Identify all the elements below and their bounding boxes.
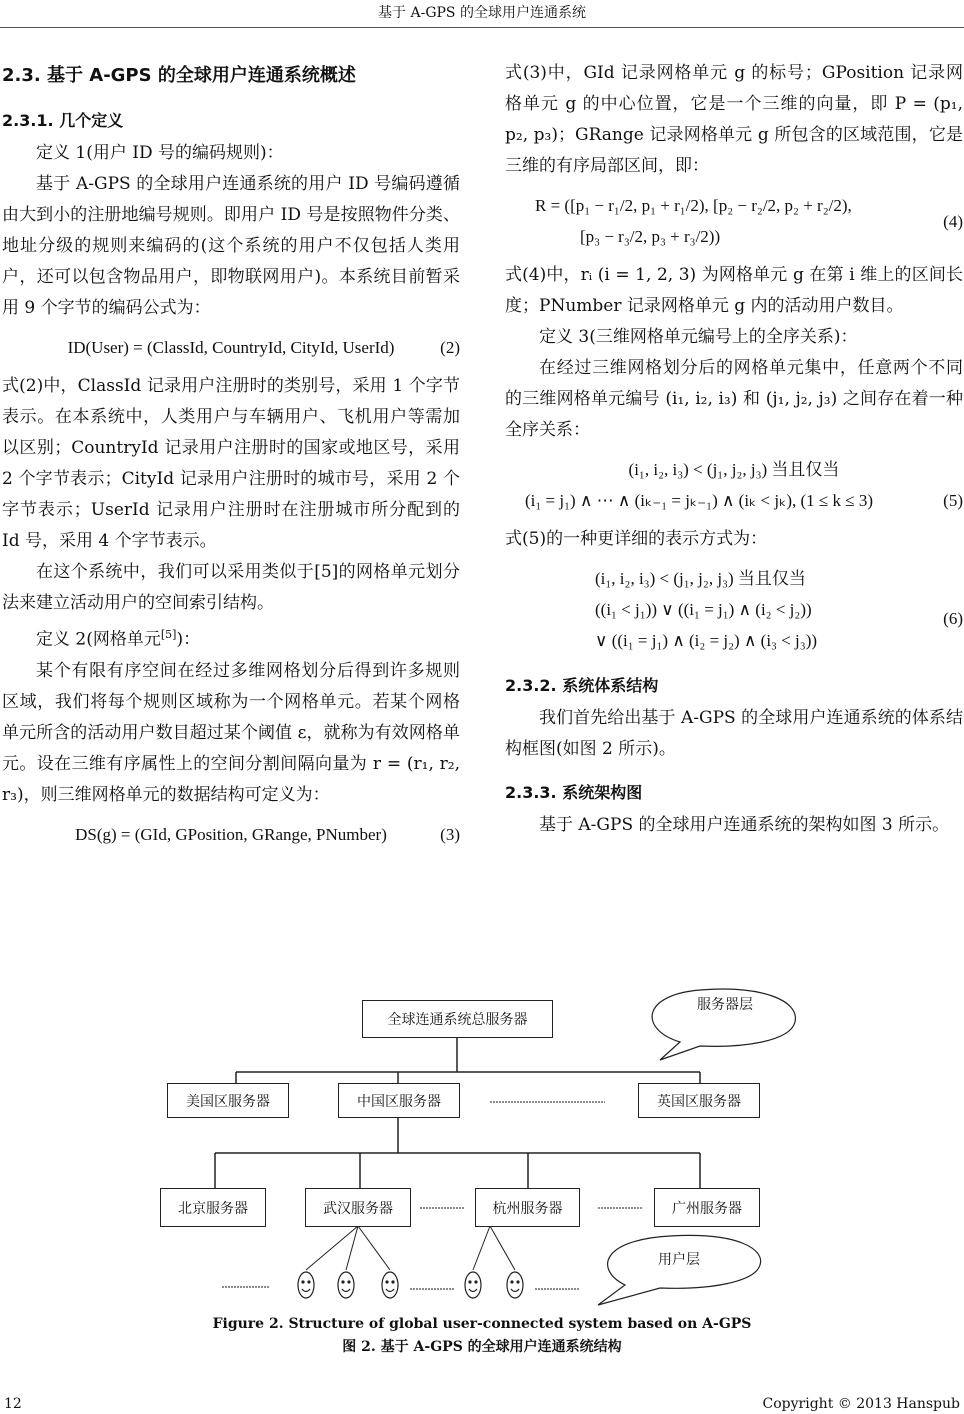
subsection-heading: 2.3.2. 系统体系结构 bbox=[505, 676, 659, 695]
paragraph: 基于 A-GPS 的全球用户连通系统的架构如图 3 所示。 bbox=[539, 815, 950, 835]
page-number: 12 bbox=[4, 1396, 22, 1412]
city-server-box: 杭州服务器 bbox=[475, 1188, 580, 1227]
paragraph: 在这个系统中，我们可以采用类似于[5]的网格单元划分法来建立活动用户的空间索引结构。 bbox=[2, 562, 460, 613]
paragraph: 式(4)中，rᵢ (i = 1, 2, 3) 为网格单元 g 在第 i 维上的区间长度；PNumber 记录网格单元 g 内的活动用户数目。 bbox=[505, 265, 963, 316]
paragraph: 基于 A-GPS 的全球用户连通系统的用户 ID 号编码遵循由大到小的注册地编号规则。即用户 ID 号是按照物件分类、地址分级的规则来编码的(这个系统的用户不仅包括人类用户，还可以包含物品用户，即物联网用户)。本系统目前暂采用 9 个字节的编码公式为： bbox=[2, 174, 460, 318]
smiley-face-icon bbox=[298, 1272, 314, 1298]
country-server-box: 英国区服务器 bbox=[638, 1083, 760, 1118]
paragraph: 我们首先给出基于 A-GPS 的全球用户连通系统的体系结构框图(如图 2 所示)。 bbox=[505, 708, 963, 759]
figure-caption-zh: 图 2. 基于 A-GPS 的全球用户连通系统结构 bbox=[342, 1339, 622, 1355]
smiley-face-icon bbox=[465, 1272, 481, 1298]
server-layer-label: 服务器层 bbox=[697, 997, 753, 1013]
equation-body: DS(g) = (GId, GPosition, GRange, PNumber) bbox=[75, 824, 387, 844]
user-face-icons bbox=[298, 1272, 523, 1298]
user-layer-bubble bbox=[598, 1235, 761, 1305]
equation-line: (i₁, i₂, i₃) < (j₁, j₂, j₃) 当且仅当 bbox=[628, 460, 840, 479]
section-heading: 2.3. 基于 A-GPS 的全球用户连通系统概述 bbox=[2, 65, 356, 86]
smiley-face-icon bbox=[338, 1272, 354, 1298]
city-server-box: 广州服务器 bbox=[654, 1188, 760, 1227]
country-server-box: 中国区服务器 bbox=[338, 1083, 460, 1118]
equation-number: (6) bbox=[943, 609, 963, 628]
equation-line: (i₁, i₂, i₃) < (j₁, j₂, j₃) 当且仅当 bbox=[595, 569, 806, 588]
citation[interactable]: [5] bbox=[160, 628, 177, 641]
equation-body: ID(User) = (ClassId, CountryId, CityId, UserId) bbox=[67, 338, 395, 357]
subsection-heading: 2.3.3. 系统架构图 bbox=[505, 783, 643, 802]
equation-number: (2) bbox=[440, 338, 460, 357]
city-server-box: 武汉服务器 bbox=[305, 1188, 411, 1227]
running-header: 基于 A-GPS 的全球用户连通系统 bbox=[378, 5, 586, 21]
paragraph: 式(2)中，ClassId 记录用户注册时的类别号，采用 1 个字节表示。在本系统中，人类用户与车辆用户、飞机用户等需加以区别；CountryId 记录用户注册时的国家或地区号，采用 2 个字节表示；CityId 记录用户注册时的城市号，采用 2 个字节表示；UserId 记录用户注册时在注册城市所分配到的 Id 号，采用 4 个字节表示。 bbox=[2, 376, 460, 551]
definition-1: 定义 1(用户 ID 号的编码规则)： bbox=[36, 143, 284, 163]
equation-number: (5) bbox=[943, 491, 963, 510]
country-server-box: 美国区服务器 bbox=[167, 1083, 289, 1118]
equation-line: (i₁ = j₁) ∧ ⋯ ∧ (iₖ₋₁ = jₖ₋₁) ∧ (iₖ < jₖ), (1 ≤ k ≤ 3) bbox=[525, 491, 873, 510]
smiley-face-icon bbox=[382, 1272, 398, 1298]
paragraph: 式(5)的一种更详细的表示方式为： bbox=[505, 529, 768, 549]
equation-number: (3) bbox=[440, 824, 460, 844]
smiley-face-icon bbox=[507, 1272, 523, 1298]
equation-line: ∨ ((i₁ = j₁) ∧ (i₂ = j₂) ∧ (i₃ < j₃)) bbox=[595, 631, 818, 650]
root-server-box: 全球连通系统总服务器 bbox=[362, 1000, 553, 1038]
paragraph: 式(3)中，GId 记录网格单元 g 的标号；GPosition 记录网格单元 g 的中心位置，它是一个三维的向量，即 P = (p₁, p₂, p₃)；GRange 记录网格单元 g 所包含的区域范围，它是三维的有序局部区间，即： bbox=[505, 63, 963, 176]
equation-line: [p₃ − r₃/2, p₃ + r₃/2)) bbox=[580, 227, 721, 246]
definition-3: 定义 3(三维网格单元编号上的全序关系)： bbox=[539, 327, 858, 347]
subsection-heading: 2.3.1. 几个定义 bbox=[2, 111, 124, 130]
copyright: Copyright © 2013 Hanspub bbox=[762, 1396, 960, 1412]
paragraph: 某个有限有序空间在经过多维网格划分后得到许多规则区域，我们将每个规则区域称为一个网格单元。若某个网格单元所含的活动用户数目超过某个阈值 ε，就称为有效网格单元。设在三维有序属性上的空间分割间隔向量为 r = (r₁, r₂, r₃)，则三维网格单元的数据结构可定义为： bbox=[2, 660, 460, 805]
definition-text: )： bbox=[176, 629, 201, 650]
equation-number: (4) bbox=[943, 212, 963, 231]
definition-text: 定义 2(网格单元 bbox=[36, 629, 161, 650]
user-layer-label: 用户层 bbox=[658, 1252, 700, 1268]
figure-caption-en: Figure 2. Structure of global user-connected system based on A-GPS bbox=[212, 1316, 752, 1332]
city-server-box: 北京服务器 bbox=[160, 1188, 266, 1227]
equation-line: ((i₁ < j₁)) ∨ ((i₁ = j₁) ∧ (i₂ < j₂)) bbox=[595, 600, 812, 619]
paragraph: 在经过三维网格划分后的网格单元集中，任意两个不同的三维网格单元编号 (i₁, i₂, i₃) 和 (j₁, j₂, j₃) 之间存在着一种全序关系： bbox=[505, 358, 963, 440]
equation-line: R = ([p₁ − r₁/2, p₁ + r₁/2), [p₂ − r₂/2, p₂ + r₂/2), bbox=[535, 196, 852, 215]
